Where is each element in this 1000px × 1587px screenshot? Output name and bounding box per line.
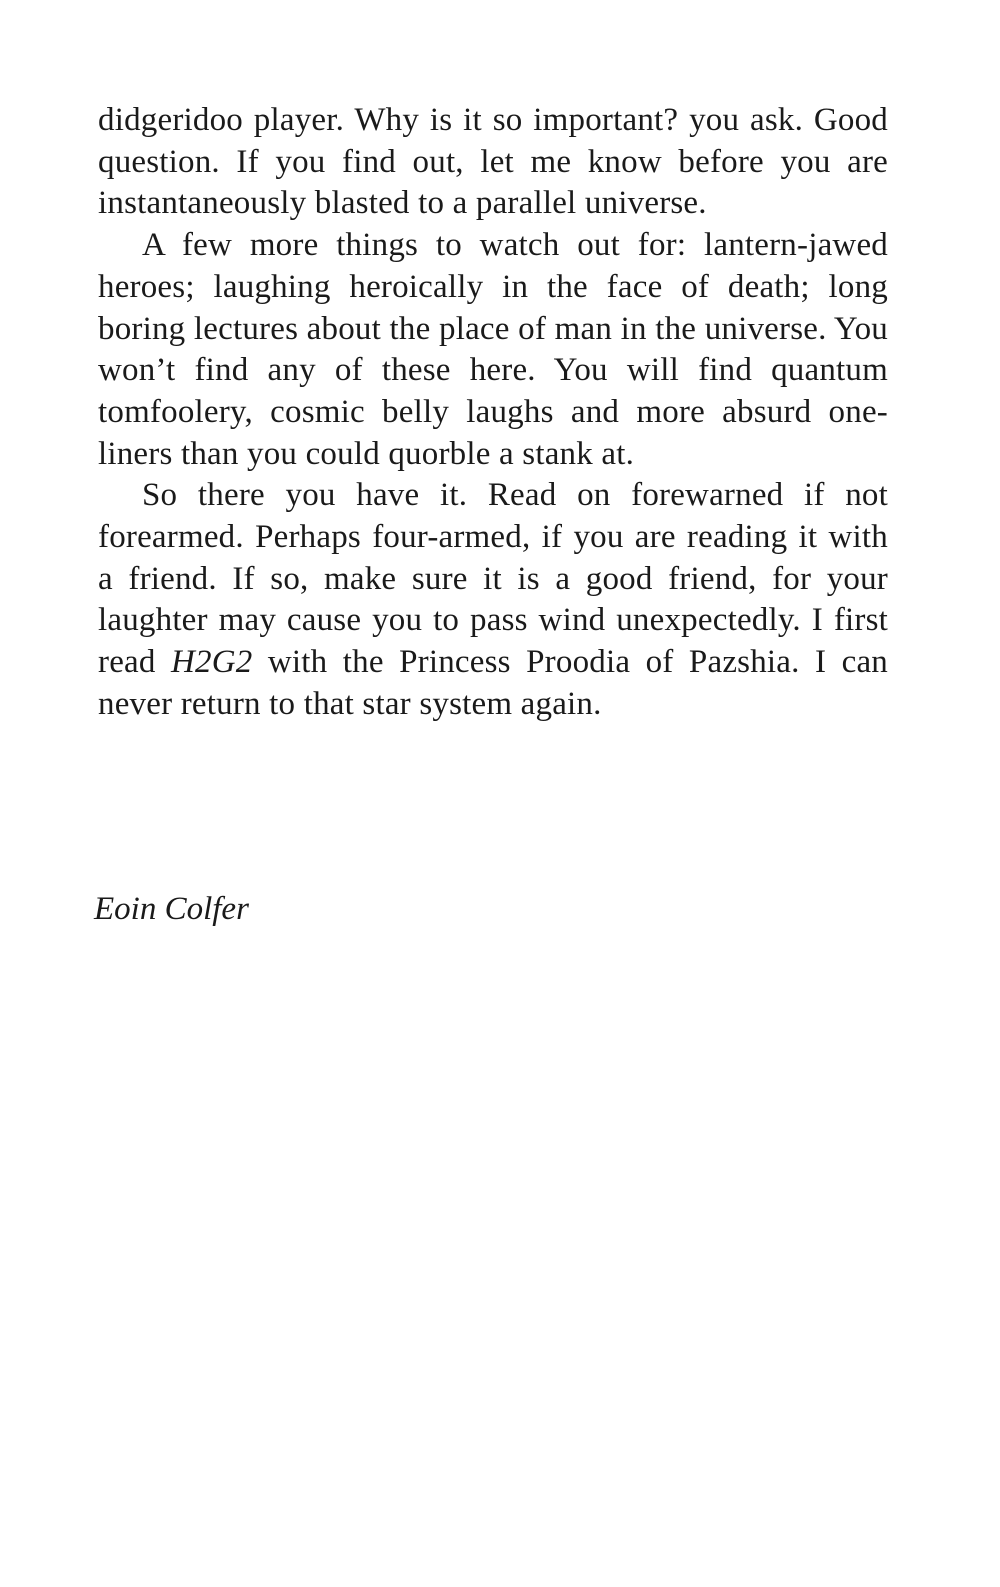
body-text	[98, 100, 888, 726]
paragraph-2: A few more things to watch out for: lantern-jawed heroes; laughing heroically in the face of death; long boring lectures about the place of man in the universe. You won’t find any of these here. You will find quantum tomfoolery, cosmic belly laughs and more absurd one-liners than you could quorble a stank at.	[98, 227, 888, 472]
paragraph-3-text-before: So there you have it. Read on forewarned if not forearmed. Perhaps four-armed, if you are reading it with a friend. If so, make sure it is a good friend, for your laughter may cause you to pass wind unexpectedly. I first read	[98, 477, 888, 681]
paragraph-1: didgeridoo player. Why is it so important? you ask. Good question. If you find out, let me know before you are instantaneously blasted to a parallel universe.	[98, 102, 888, 222]
author-signature: Eoin Colfer	[94, 891, 249, 927]
paragraph-3-text-after: with the Princess Proodia of Pazshia. I can never return to that star system again.	[98, 644, 888, 722]
book-title-italic: H2G2	[171, 644, 253, 681]
paragraph-3	[98, 475, 888, 725]
